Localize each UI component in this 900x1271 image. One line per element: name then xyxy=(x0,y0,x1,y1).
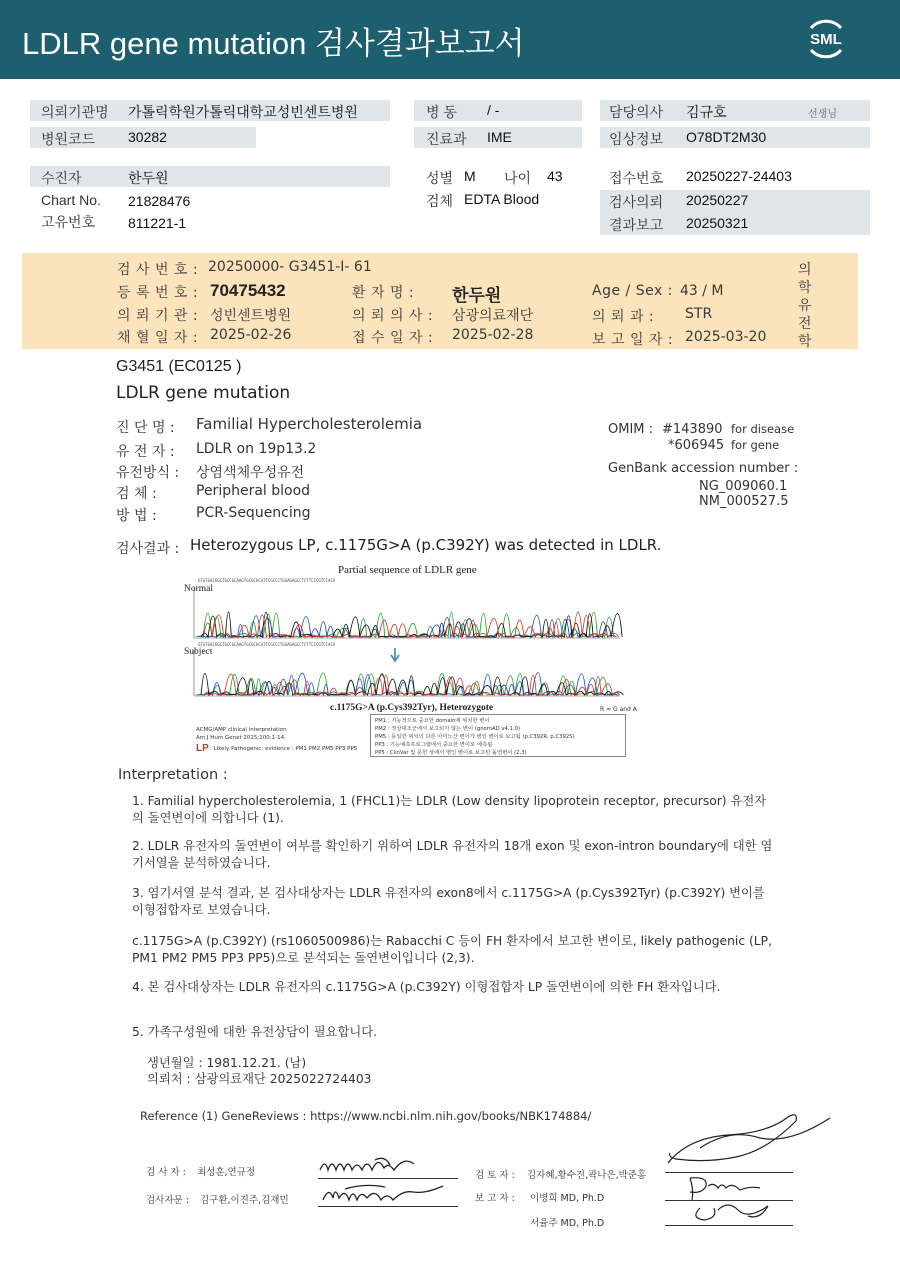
interpretation-title: Interpretation : xyxy=(118,767,228,783)
test-code: G3451 (EC0125 ) xyxy=(116,358,242,375)
hospital-label: 의뢰기관명 xyxy=(41,104,109,120)
criteria-pm1: PM1 : 기능적으로 중요한 domain에 위치한 변이 xyxy=(375,718,490,724)
band-test-no-label: 검 사 번 호 : xyxy=(117,262,199,278)
ward-value: / - xyxy=(487,102,500,118)
criteria-pp5: PP5 : ClinVar 및 문헌 상에서 병인 변이로 보고된 돌연변이 (2,3) xyxy=(375,750,527,756)
lp-desc: : Likely Pathogenic; evidence : PM1 PM2 PM5 PP3 PP5 xyxy=(210,746,358,752)
request-label: 검사의뢰 xyxy=(609,194,664,210)
figure-note: R = G and A xyxy=(600,706,637,713)
omim-label: OMIM : xyxy=(608,422,654,437)
result-value: Heterozygous LP, c.1175G>A (p.C392Y) was detected in LDLR. xyxy=(190,536,662,554)
band-draw-value: 2025-02-26 xyxy=(210,327,292,343)
ward-label: 병 동 xyxy=(426,104,457,120)
omim-disease-desc: for disease xyxy=(731,422,795,436)
band-patient-value: 한두원 xyxy=(452,286,502,306)
omim-disease: #143890 xyxy=(662,422,723,437)
band-inst-value: 성빈센트병원 xyxy=(210,308,292,324)
hospcode-value: 30282 xyxy=(128,129,167,145)
svg-text:GTGTGACGGCTGCCGCAAGTGCGCACATTC: GTGTGACGGCTGCCGCAAGTGCGCACATTCGCCCTGGAGAGCCTCTTCCCGTCCACA xyxy=(198,578,336,583)
band-ref-label: 의 뢰 과 : xyxy=(592,309,655,325)
band-test-no-value: 20250000- G3451-I- 61 xyxy=(208,259,372,275)
clinical-label: 임상정보 xyxy=(609,131,664,147)
inherit-value: 상염색체우성유전 xyxy=(196,465,305,481)
patient-value: 한두원 xyxy=(128,170,169,186)
band-reg-label: 등 록 번 호 : xyxy=(117,285,199,301)
genbank-ng: NG_009060.1 xyxy=(699,479,788,494)
tester-label: 검 사 자 : xyxy=(146,1167,186,1178)
uid-value: 811221-1 xyxy=(128,215,187,231)
svg-text:GTGTGACGGCTGCCGCAAGTGCGCACATTC: GTGTGACGGCTGCCGCAAGTGCGCACATTCGCCCTGGAGAGCCTCTTCCCGTCCACA xyxy=(198,642,336,647)
tester-signature xyxy=(315,1145,465,1215)
sex-value: M xyxy=(464,168,476,184)
uid-label: 고유번호 xyxy=(41,214,96,230)
band-vertical-5: 학 xyxy=(798,334,812,350)
dept-label: 진료과 xyxy=(426,131,467,147)
criteria-pm5: PM5 : 동일한 위치의 다른 아미노산 변이가 병인 변이로 보고됨 (p.C392R, p.C392S) xyxy=(375,734,575,740)
band-patient-label: 환 자 명 : xyxy=(352,285,415,301)
reporter2-value: 서율주 MD, Ph.D xyxy=(530,1218,605,1229)
clinical-value: O78DT2M30 xyxy=(686,129,767,145)
acmg-line2: Am J Hum Genet 2015;100:1-14. xyxy=(196,735,286,741)
doctor-label: 담당의사 xyxy=(609,104,664,120)
spec-label: 검 체 : xyxy=(116,486,157,502)
report-title: LDLR gene mutation 검사결과보고서 xyxy=(22,26,525,61)
age-value: 43 xyxy=(547,168,563,184)
advisor-value: 김구환,이진주,김재민 xyxy=(200,1195,289,1206)
chart-label: Chart No. xyxy=(41,192,101,208)
result-label: 검사결과 : xyxy=(116,541,180,557)
band-recv-value: 2025-02-28 xyxy=(452,327,534,343)
specimen-value: EDTA Blood xyxy=(464,191,540,207)
band-vertical-2: 학 xyxy=(798,280,812,296)
band-rep-value: 2025-03-20 xyxy=(685,329,767,345)
band-vertical-3: 유 xyxy=(798,298,812,314)
specimen-label: 검체 xyxy=(426,193,454,209)
genbank-nm: NM_000527.5 xyxy=(699,494,789,509)
birthdate: 생년월일 : 1981.12.21. (남) xyxy=(147,1056,307,1070)
lp-label: LP xyxy=(196,743,209,754)
band-rep-label: 보 고 일 자 : xyxy=(592,332,674,348)
band-vertical-1: 의 xyxy=(798,262,812,278)
receipt-label: 접수번호 xyxy=(609,170,664,186)
band-doc-label: 의 뢰 의 사 : xyxy=(352,308,434,324)
genbank-label: GenBank accession number : xyxy=(608,461,799,476)
band-age-value: 43 / M xyxy=(680,283,724,299)
gene-label: 유 전 자 : xyxy=(116,444,175,460)
doctor-value: 김규호 xyxy=(686,104,727,120)
test-name: LDLR gene mutation xyxy=(116,383,291,403)
interpretation-p5: 5. 가족구성원에 대한 유전상담이 필요합니다. xyxy=(132,1025,378,1039)
gene-value: LDLR on 19p13.2 xyxy=(196,441,317,457)
reviewer-value: 김자혜,황수진,곽나은,박준홍 xyxy=(527,1170,647,1181)
acmg-line1: ACMG/AMP clinical interpretation xyxy=(196,727,287,733)
sex-label: 성별 xyxy=(426,170,454,186)
advisor-label: 검사자문 : xyxy=(146,1195,189,1206)
dx-label: 진 단 명 : xyxy=(116,420,175,436)
reference: Reference (1) GeneReviews : https://www.ncbi.nlm.nih.gov/books/NBK174884/ xyxy=(140,1109,592,1123)
request-value: 20250227 xyxy=(686,192,749,208)
criteria-pp3: PP3 : 기능예측프로그램에서 중요한 변이로 예측됨 xyxy=(375,742,493,748)
omim-gene: *606945 xyxy=(668,438,725,453)
band-ref-value: STR xyxy=(685,306,713,322)
result-report-label: 결과보고 xyxy=(609,217,664,233)
interpretation-p1: 1. Familial hypercholesterolemia, 1 (FHCL1)는 LDLR (Low density lipoprotein receptor, precursor) 유전자의 돌연변이에 의합니다 (1). xyxy=(132,794,767,825)
patient-label: 수진자 xyxy=(41,170,82,186)
doctor-suffix: 선생님 xyxy=(808,109,837,120)
requester: 의뢰처 : 삼광의료재단 2025022724403 xyxy=(147,1072,372,1086)
interpretation-p3: 3. 염기서열 분석 결과, 본 검사대상자는 LDLR 유전자의 exon8에서 c.1175G>A (p.Cys392Tyr) (p.C392Y) 변이를 이형접합자로 보였습니다. xyxy=(132,886,765,917)
criteria-pm2: PM2 : 정상대조군에서 보고되지 않는 변이 (gnomAD v4.1.0) xyxy=(375,726,521,732)
method-value: PCR-Sequencing xyxy=(196,505,311,521)
mutation-arrow xyxy=(391,648,399,661)
band-inst-label: 의 뢰 기 관 : xyxy=(117,308,199,324)
method-label: 방 법 : xyxy=(116,508,157,524)
subject-trace xyxy=(196,673,623,695)
sml-logo xyxy=(801,14,851,64)
tester-value: 최성훈,연규정 xyxy=(197,1167,256,1178)
figure-caption: c.1175G>A (p.Cys392Tyr), Heterozygote xyxy=(330,703,494,713)
normal-trace xyxy=(196,612,622,637)
info-bar xyxy=(30,166,390,187)
band-recv-label: 접 수 일 자 : xyxy=(352,330,434,346)
reviewer-signature xyxy=(660,1108,840,1228)
receipt-value: 20250227-24403 xyxy=(686,168,792,184)
interpretation-p4: 4. 본 검사대상자는 LDLR 유전자의 c.1175G>A (p.C392Y) 이형접합자 LP 돌연변이에 의한 FH 환자입니다. xyxy=(132,980,721,994)
band-draw-label: 채 혈 일 자 : xyxy=(117,330,199,346)
subject-label: Subject xyxy=(184,647,213,657)
inherit-label: 유전방식 : xyxy=(116,465,180,481)
normal-label: Normal xyxy=(184,584,214,594)
logo-text: SML xyxy=(810,31,842,48)
hospcode-label: 병원코드 xyxy=(41,131,96,147)
dx-value: Familial Hypercholesterolemia xyxy=(196,415,423,433)
dept-value: IME xyxy=(487,129,512,145)
age-label: 나이 xyxy=(504,170,532,186)
band-reg-value: 70475432 xyxy=(210,281,286,300)
band-doc-value: 삼광의료재단 xyxy=(452,308,534,324)
spec-value: Peripheral blood xyxy=(196,483,311,499)
band-age-label: Age / Sex : xyxy=(592,283,673,299)
omim-gene-desc: for gene xyxy=(731,438,780,452)
figure-title: Partial sequence of LDLR gene xyxy=(338,564,477,576)
trace-line xyxy=(196,612,613,637)
chart-value: 21828476 xyxy=(128,193,191,209)
interpretation-p3b: c.1175G>A (p.C392Y) (rs1060500986)는 Rabacchi C 등이 FH 환자에서 보고한 변이로, likely pathogenic (LP, PM1 PM2 PM5 PP3 PP5)으로 분석되는 돌연변이입니다 (2,3). xyxy=(132,934,772,965)
chromatogram xyxy=(180,576,630,701)
band-vertical-4: 전 xyxy=(798,316,812,332)
reviewer-label: 검 토 자 : xyxy=(475,1170,515,1181)
reporter-label: 보 고 자 : xyxy=(475,1193,515,1204)
hospital-value: 가톨릭학원가톨릭대학교성빈센트병원 xyxy=(128,104,358,120)
reporter-value: 이병희 MD, Ph.D xyxy=(530,1193,605,1204)
result-report-value: 20250321 xyxy=(686,215,749,231)
interpretation-p2: 2. LDLR 유전자의 돌연변이 여부를 확인하기 위하여 LDLR 유전자의 18개 exon 및 exon-intron boundary에 대한 염기서열을 분석하였습니다. xyxy=(132,839,773,870)
